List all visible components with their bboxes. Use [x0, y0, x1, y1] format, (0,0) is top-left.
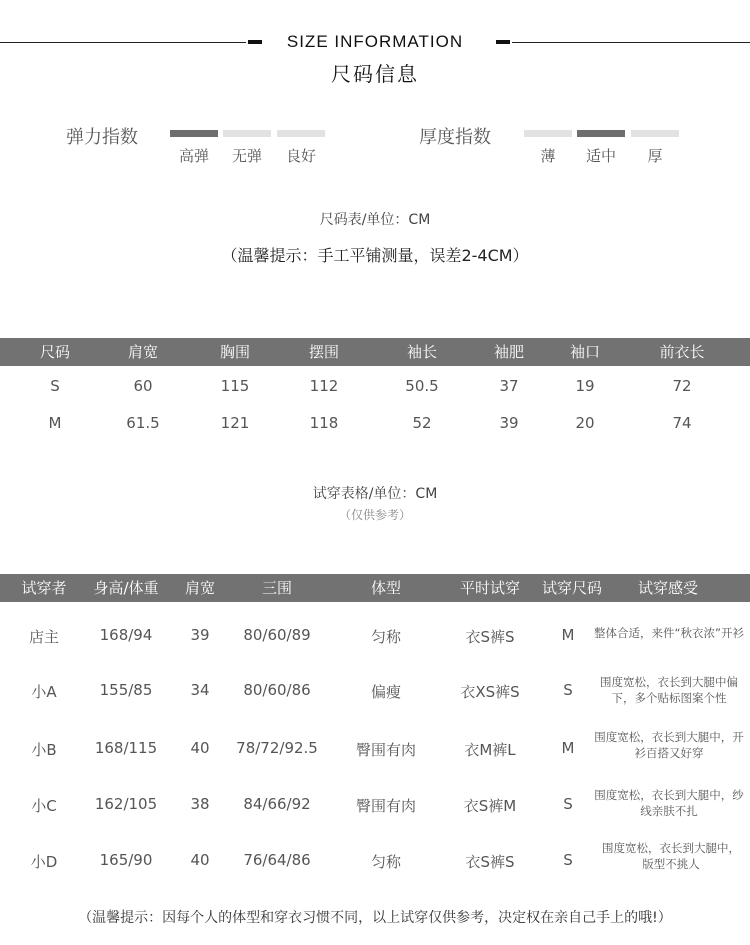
tryon-cell: 小C — [31, 797, 57, 815]
tryon-cell: 38 — [190, 795, 210, 813]
tryon-cell: 155/85 — [99, 681, 153, 699]
tryon-cell: 84/66/92 — [243, 795, 311, 813]
size-table-unit: 尺码表/单位：CM — [319, 212, 431, 228]
size-col-header: 前衣长 — [659, 343, 705, 361]
size-cell: 61.5 — [126, 414, 160, 432]
size-cell: 37 — [499, 377, 519, 395]
tryon-cell: 小A — [31, 683, 57, 701]
size-cell: S — [50, 377, 60, 395]
tryon-cell: 40 — [190, 851, 210, 869]
title-cn: 尺码信息 — [331, 62, 419, 86]
tryon-cell: 店主 — [28, 628, 59, 646]
size-table-note: （温馨提示：手工平铺测量，误差2-4CM） — [221, 246, 529, 265]
tryon-col-header: 肩宽 — [184, 579, 215, 597]
size-col-header: 尺码 — [39, 343, 70, 361]
tryon-cell: 小D — [30, 853, 58, 871]
tryon-cell: 78/72/92.5 — [236, 739, 318, 757]
tryon-col-header: 体型 — [370, 579, 401, 597]
tryon-feedback: 整体合适，来件“秋衣浓”开衫 — [594, 626, 744, 640]
tryon-cell: 臀围有肉 — [355, 741, 416, 759]
tryon-cell: 34 — [190, 681, 210, 699]
size-cell: 52 — [412, 414, 432, 432]
tryon-col-header: 三围 — [261, 579, 292, 597]
tryon-col-header: 试穿尺码 — [541, 579, 602, 597]
size-cell: 19 — [575, 377, 595, 395]
size-cell: 39 — [499, 414, 519, 432]
header-line-right — [512, 42, 750, 43]
size-col-header: 胸围 — [219, 343, 250, 361]
tryon-col-header: 身高/体重 — [93, 579, 159, 597]
size-cell: 60 — [133, 377, 153, 395]
tryon-cell: 偏瘦 — [370, 683, 401, 701]
tryon-cell: M — [561, 739, 575, 757]
elasticity-bar-2 — [277, 130, 325, 137]
size-cell: 72 — [672, 377, 692, 395]
size-col-header: 袖长 — [406, 343, 437, 361]
size-col-header: 肩宽 — [127, 343, 158, 361]
tryon-cell: 80/60/86 — [243, 681, 311, 699]
tryon-cell: 76/64/86 — [243, 851, 311, 869]
tryon-cell: 162/105 — [94, 795, 158, 813]
thickness-bar-0 — [524, 130, 572, 137]
tryon-cell: 匀称 — [370, 853, 401, 871]
size-col-header: 摆围 — [308, 343, 339, 361]
tryon-cell: S — [563, 795, 573, 813]
tryon-feedback: 围度宽松，衣长到大腿中，开衫百搭又好穿 — [594, 730, 744, 760]
size-cell: 118 — [309, 414, 339, 432]
tryon-cell: 衣S裤S — [465, 628, 515, 646]
tryon-cell: 衣S裤S — [465, 853, 515, 871]
header-dash-right — [496, 40, 510, 44]
elasticity-option: 无弹 — [231, 147, 262, 165]
tryon-cell: 168/94 — [99, 626, 153, 644]
tryon-cell: 39 — [190, 626, 210, 644]
elasticity-bar-0 — [170, 130, 218, 137]
tryon-cell: 168/115 — [94, 739, 158, 757]
tryon-cell: M — [561, 626, 575, 644]
title-en: SIZE INFORMATION — [286, 32, 464, 51]
size-cell: 112 — [309, 377, 339, 395]
size-table-header — [0, 338, 750, 366]
elasticity-option: 高弹 — [178, 147, 209, 165]
size-col-header: 袖肥 — [493, 343, 524, 361]
tryon-feedback: 围度宽松，衣长到大腿中，纱线亲肤不扎 — [594, 788, 744, 818]
tryon-cell: 衣XS裤S — [460, 683, 520, 701]
elasticity-bar-1 — [223, 130, 271, 137]
tryon-cell: 40 — [190, 739, 210, 757]
tryon-cell: 80/60/89 — [243, 626, 311, 644]
tryon-cell: S — [563, 681, 573, 699]
size-cell: 115 — [220, 377, 250, 395]
tryon-table-unit: 试穿表格/单位：CM — [312, 486, 438, 502]
size-cell: 121 — [220, 414, 250, 432]
tryon-cell: 臀围有肉 — [355, 797, 416, 815]
size-cell: 74 — [672, 414, 692, 432]
tryon-cell: 165/90 — [99, 851, 153, 869]
tryon-cell: S — [563, 851, 573, 869]
size-cell: 50.5 — [405, 377, 439, 395]
thickness-option: 厚 — [647, 147, 663, 165]
tryon-cell: 小B — [31, 741, 57, 759]
tryon-cell: 衣M裤L — [464, 741, 516, 759]
tryon-cell: 衣S裤M — [463, 797, 517, 815]
elasticity-option: 良好 — [285, 147, 316, 165]
elasticity-label: 弹力指数 — [66, 127, 138, 148]
tryon-table-header — [0, 574, 750, 602]
thickness-option: 薄 — [540, 147, 556, 165]
thickness-bar-1 — [577, 130, 625, 137]
thickness-label: 厚度指数 — [419, 127, 491, 148]
tryon-cell: 匀称 — [370, 628, 401, 646]
tryon-feedback: 围度宽松，衣长到大腿中，版型不挑人 — [602, 841, 740, 871]
size-col-header: 袖口 — [569, 343, 600, 361]
tryon-feedback: 围度宽松，衣长到大腿中偏下，多个贴标图案个性 — [600, 675, 738, 705]
size-cell: M — [48, 414, 62, 432]
tryon-col-header: 试穿者 — [21, 579, 67, 597]
tryon-col-header: 平时试穿 — [459, 579, 520, 597]
tryon-col-header: 试穿感受 — [637, 579, 698, 597]
thickness-option: 适中 — [585, 147, 616, 165]
size-cell: 20 — [575, 414, 595, 432]
tryon-table-subnote: （仅供参考） — [338, 508, 411, 522]
thickness-bar-2 — [631, 130, 679, 137]
footer-note: （温馨提示：因每个人的体型和穿衣习惯不同，以上试穿仅供参考，决定权在亲自己手上的哦!） — [78, 910, 672, 926]
